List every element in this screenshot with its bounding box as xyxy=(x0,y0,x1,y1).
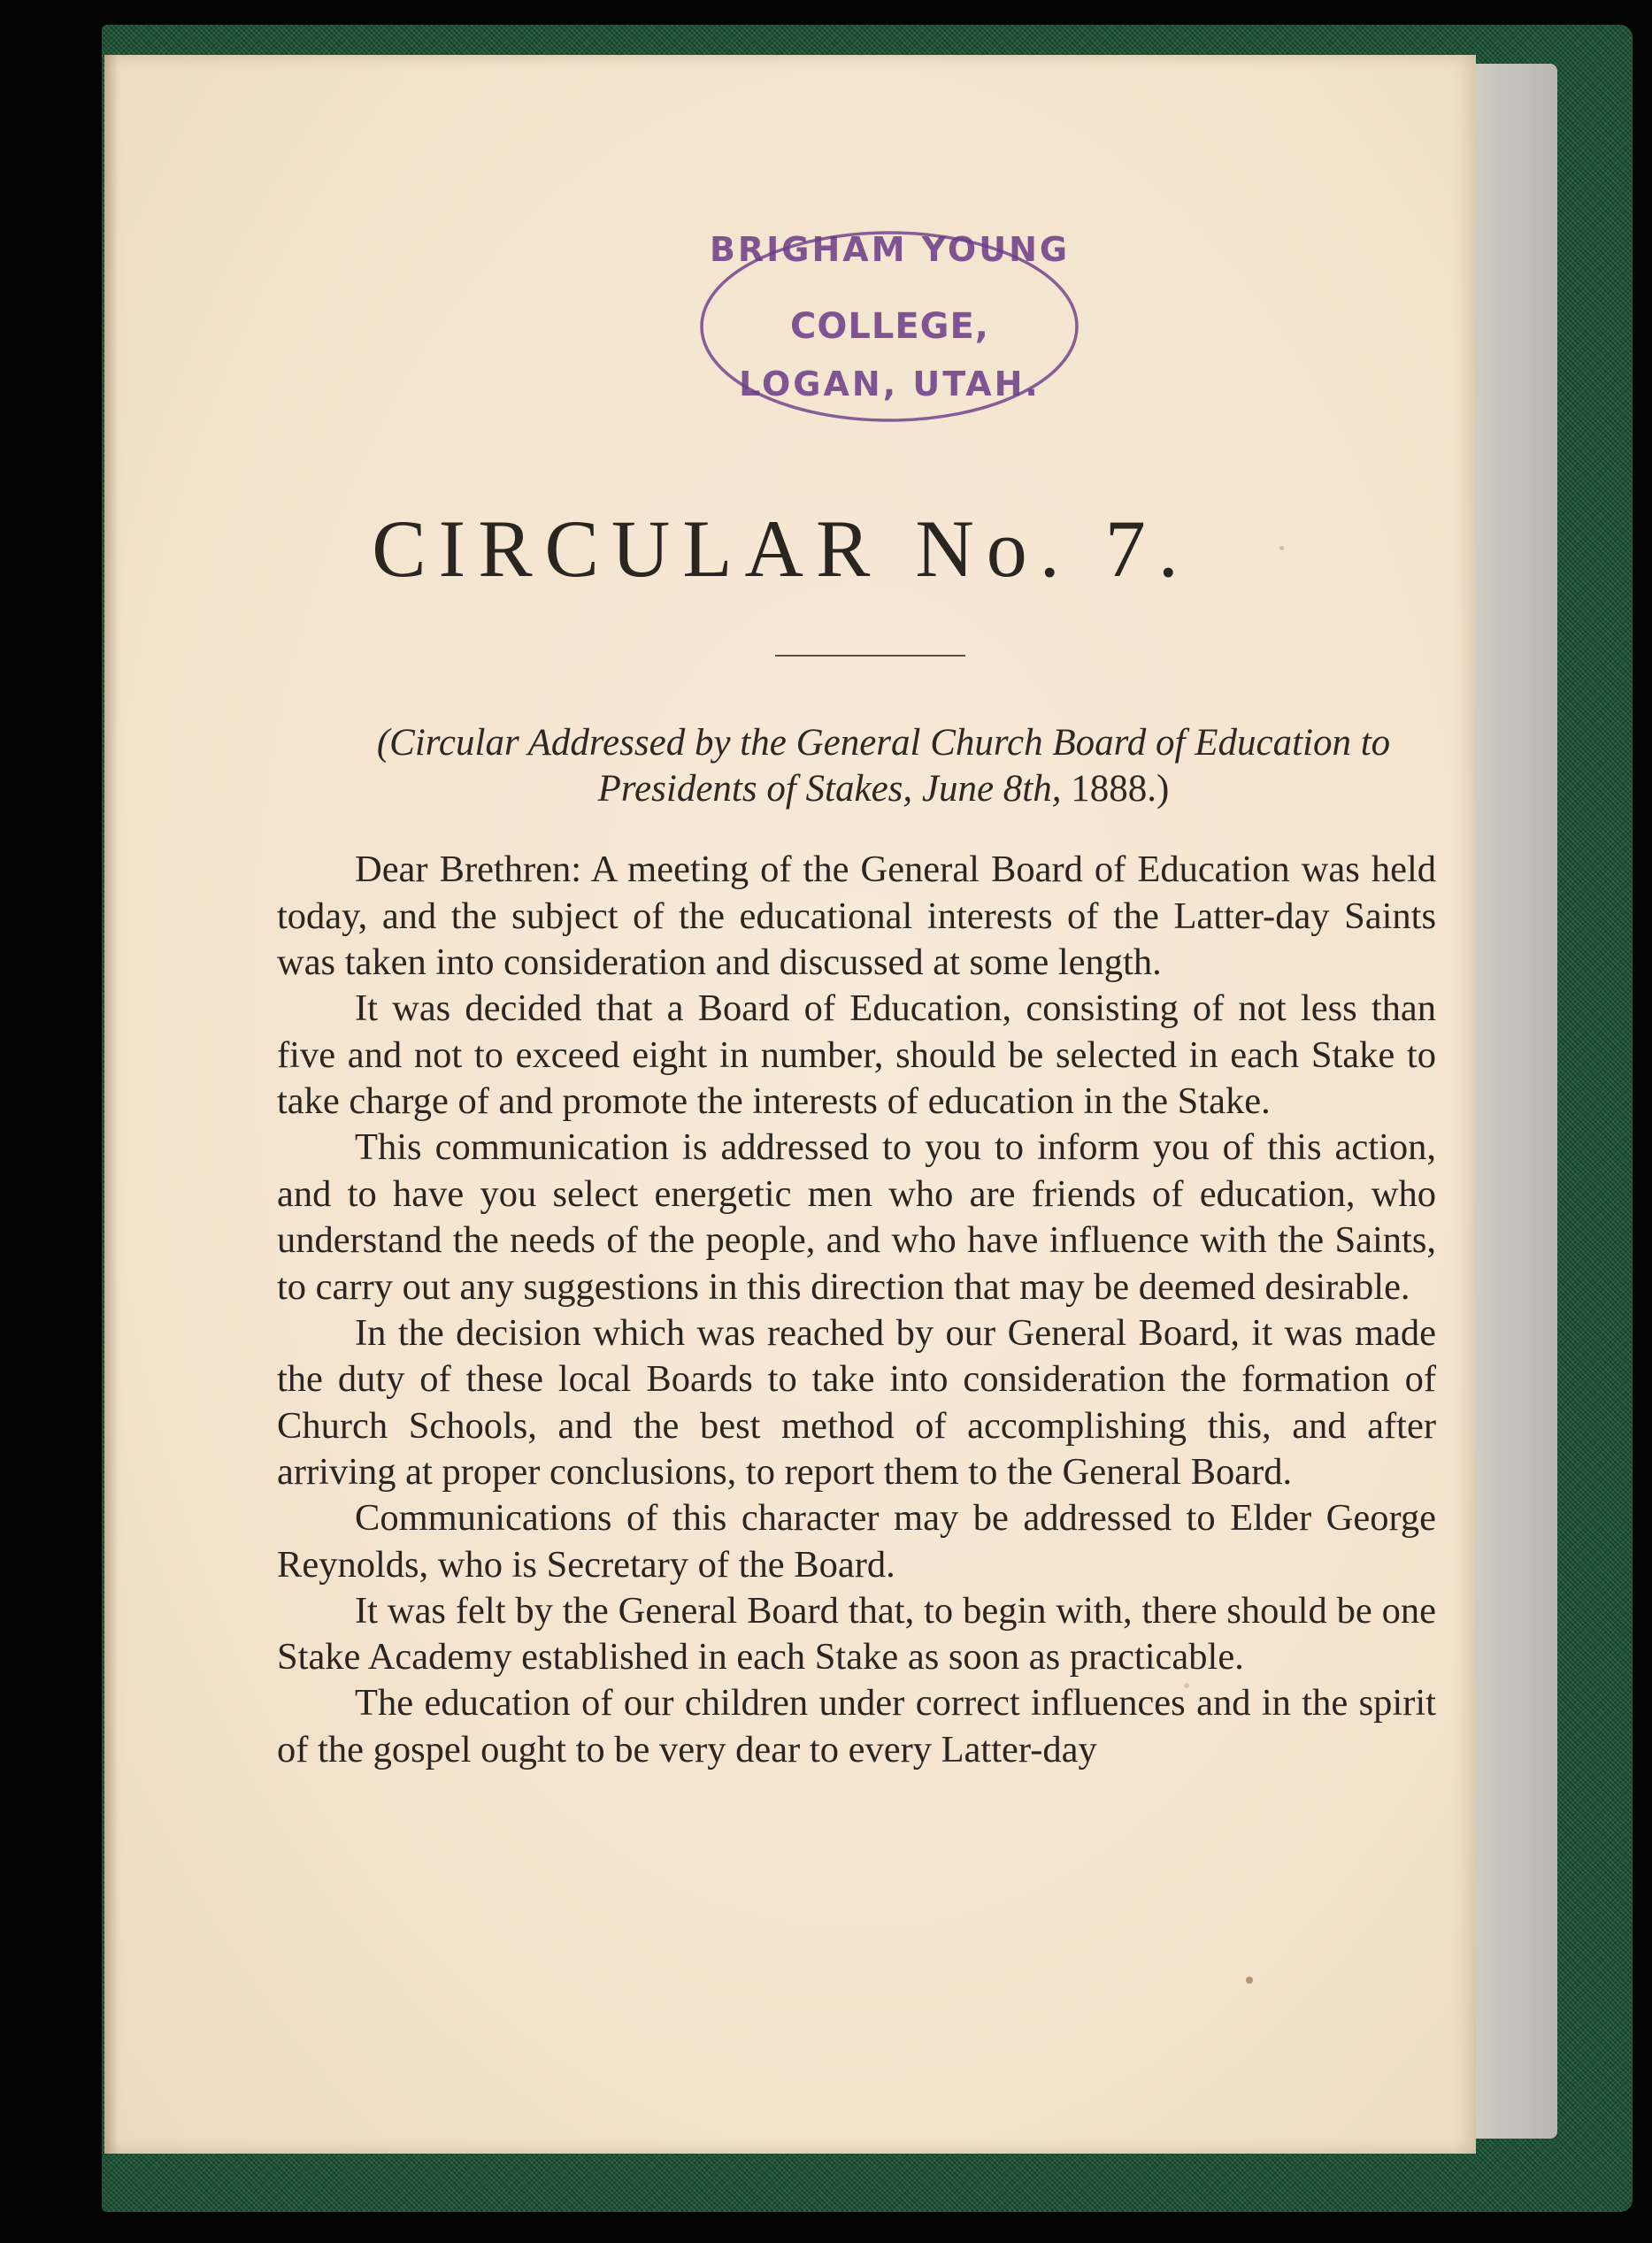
circular-subtitle xyxy=(342,720,1425,812)
paper-speck xyxy=(1246,1977,1253,1984)
paper-speck xyxy=(1184,1683,1189,1688)
book-page xyxy=(104,55,1476,2154)
paragraph: This communication is addressed to you to inform you of this action, and to have you select energetic men who are friends of education, who understand the needs of the people, and who have influence with the Saints, to carry out any suggestions in this direction that may be deemed desirable. xyxy=(277,1126,1436,1308)
subtitle-year: 1888.) xyxy=(1061,768,1170,810)
page-gutter-shadow xyxy=(104,55,119,2154)
paragraph: It was felt by the General Board that, to begin with, there should be one Stake Academy established in each Stake as soon as practicable. xyxy=(277,1589,1436,1678)
circular-title: CIRCULAR No. 7. xyxy=(372,503,1191,594)
paragraph: Communications of this character may be addressed to Elder George Reynolds, who is Secretary of the Board. xyxy=(277,1497,1436,1586)
paragraph: The education of our children under correct influences and in the spirit of the gospel ought to be very dear to every Latter-day xyxy=(277,1682,1436,1771)
paragraph: Dear Brethren: A meeting of the General Board of Education was held today, and the subject of the educational interests of the Latter-day Saints was taken into consideration and discussed at some length. xyxy=(277,849,1436,983)
stamp-bottom-text: LOGAN, UTAH. xyxy=(739,365,1041,403)
paper-speck xyxy=(1279,546,1284,550)
library-stamp xyxy=(693,223,1087,431)
title-divider xyxy=(775,655,965,657)
stamp-middle-text: COLLEGE, xyxy=(789,306,989,347)
letter-body xyxy=(277,847,1436,1773)
stamp-top-text: BRIGHAM YOUNG xyxy=(709,230,1071,269)
subtitle-italic: (Circular Addressed by the General Church Board of Education to Presidents of Stakes, June 8th, xyxy=(376,722,1391,810)
paragraph: In the decision which was reached by our General Board, it was made the duty of these local Boards to take into consideration the formation of Church Schools, and the best method of accomplishing this, and after arriving at proper conclusions, to report them to the General Board. xyxy=(277,1311,1436,1493)
paragraph: It was decided that a Board of Education, consisting of not less than five and not to exceed eight in number, should be selected in each Stake to take charge of and promote the interests of education in the Stake. xyxy=(277,987,1436,1122)
